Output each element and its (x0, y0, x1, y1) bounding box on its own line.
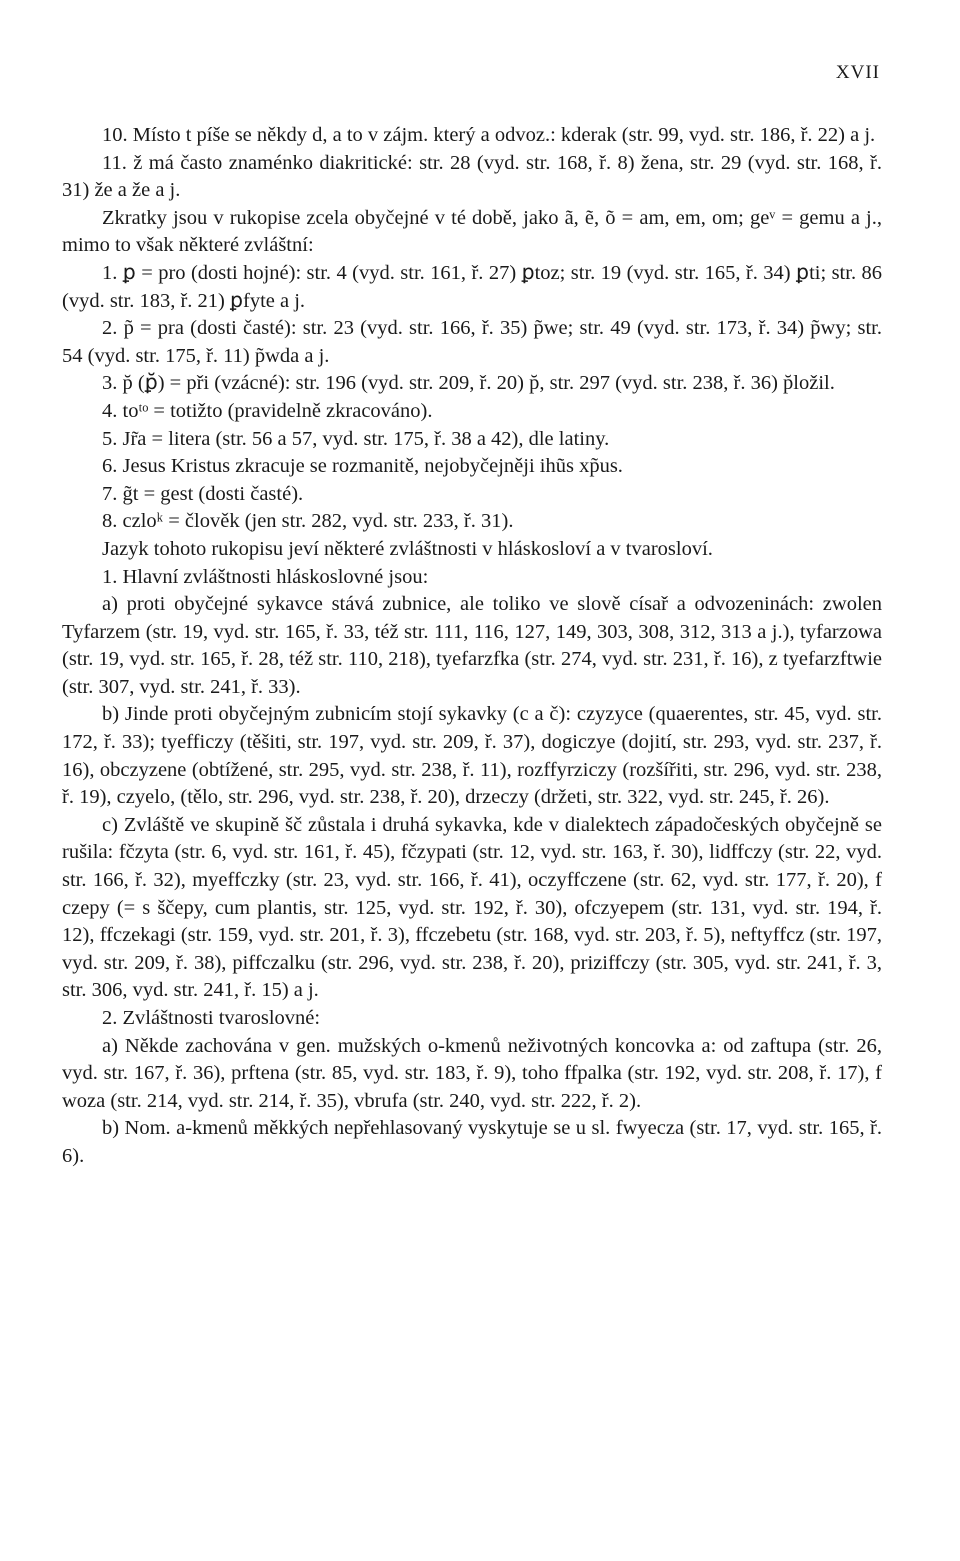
paragraph: Zkratky jsou v rukopise zcela obyčejné v té době, jako ã, ẽ, õ = am, em, om; geᵛ = gemu a j., mimo to však některé zvláštní: (62, 206, 882, 257)
paragraph: 2. Zvláštnosti tvaroslovné: (102, 1007, 321, 1029)
paragraph: 2. p̃ = pra (dosti časté): str. 23 (vyd. str. 166, ř. 35) p̃we; str. 49 (vyd. str. 173, ř. 34) p̃wy; str. 54 (vyd. str. 175, ř. 11) p̃wda a j. (62, 317, 882, 367)
paragraph: 1. ꝑ = pro (dosti hojné): str. 4 (vyd. str. 161, ř. 27) ꝑtoz; str. 19 (vyd. str. 165, ř. 34) ꝑti; str. 86 (vyd. str. 183, ř. 21) ꝑfyte a j. (62, 261, 882, 312)
paragraph: 11. ž má často znaménko diakritické: str. 28 (vyd. str. 168, ř. 8) žena, str. 29 (vyd. str. 168, ř. 31) že a že a j. (62, 151, 882, 202)
paragraph: 5. Jr̃a = litera (str. 56 a 57, vyd. str. 175, ř. 38 a 42), dle latiny. (102, 427, 610, 450)
paragraph: 7. g̃t = gest (dosti časté). (102, 482, 304, 505)
paragraph: a) proti obyčejné sykavce stává zubnice, ale toliko ve slově císař a odvozeninách: zwolen Tyfarzem (str. 19, vyd. str. 165, ř. 33, též str. 111, 116, 127, 149, 303, 308, 312, 313 a j.), tyfarzowa (str. 19, vyd. str. 165, ř. 28, též str. 110, 218), tyefarzfka (str. 274, vyd. str. 231, ř. 16), z tyefarzftwie (str. 307, vyd. str. 241, ř. 33). (62, 593, 882, 698)
page-body (62, 122, 882, 1171)
paragraph: 8. czloᵏ = člověk (jen str. 282, vyd. str. 233, ř. 31). (102, 510, 514, 533)
paragraph: Jazyk tohoto rukopisu jeví některé zvláštnosti v hláskosloví a v tvarosloví. (102, 537, 713, 560)
paragraph: 1. Hlavní zvláštnosti hláskoslovné jsou: (102, 565, 429, 588)
paragraph: c) Zvláště ve skupině šč zůstala i druhá sykavka, kde v dialektech západočeských obyčejně se rušila: fčzyta (str. 6, vyd. str. 161, ř. 45), fčzypati (str. 12, vyd. str. 163, ř. 30), lidffczy (str. 22, vyd. str. 166, ř. 32), myeffczky (str. 23, vyd. str. 166, ř. 41), oczyffczene (str. 62, vyd. str. 177, ř. 20), f czepy (= s ščepy, cum plantis, str. 125, vyd. str. 192, ř. 30), ofczyepem (str. 131, vyd. str. 194, ř. 12), ffczekagi (str. 159, vyd. str. 201, ř. 3), ffczebetu (str. 168, vyd. str. 203, ř. 5), neftyffcz (str. 197, vyd. str. 209, ř. 38), piffczalku (str. 296, vyd. str. 238, ř. 20), priziffczy (str. 305, vyd. str. 241, ř. 3, str. 306, vyd. str. 241, ř. 15) a j. (62, 813, 882, 1002)
paragraph: 4. toᵗᵒ = totižto (pravidelně zkracováno). (102, 399, 433, 422)
paragraph: b) Jinde proti obyčejným zubnicím stojí sykavky (c a č): czyzyce (quaerentes, str. 45, vyd. str. 172, ř. 33); tyefficzy (těšiti, str. 197, vyd. str. 209, ř. 37), dogiczye (dojití, str. 293, vyd. str. 237, ř. 16), obczyzene (obtížené, str. 295, vyd. str. 238, ř. 11), rozffyrziczy (rozšířiti, str. 296, vyd. str. 238, ř. 19), czyelo, (tělo, str. 296, vyd. str. 238, ř. 20), drzeczy (držeti, str. 322, vyd. str. 245, ř. 26). (62, 703, 882, 809)
paragraph: a) Někde zachována v gen. mužských o-kmenů neživotných koncovka a: od zaftupa (str. 26, vyd. str. 167, ř. 36), prftena (str. 85, vyd. str. 183, ř. 9), toho ffpalka (str. 192, vyd. str. 208, ř. 17), f woza (str. 214, vyd. str. 214, ř. 35), vbrufa (str. 240, vyd. str. 222, ř. 2). (62, 1034, 882, 1112)
paragraph: 10. Místo t píše se někdy d, a to v zájm. který a odvoz.: kderak (str. 99, vyd. str. 186, ř. 22) a j. (102, 124, 876, 146)
page-number: XVII (835, 62, 880, 83)
paragraph: 3. p̆ (ꝑ̆) = při (vzácné): str. 196 (vyd. str. 209, ř. 20) p̆, str. 297 (vyd. str. 238, ř. 36) p̆ložil. (102, 372, 835, 395)
paragraph: 6. Jesus Kristus zkracuje se rozmanitě, nejobyčejněji ihũs xp̃us. (102, 455, 623, 478)
paragraph: b) Nom. a-kmenů měkkých nepřehlasovaný vyskytuje se u sl. fwyecza (str. 17, vyd. str. 165, ř. 6). (62, 1117, 882, 1167)
